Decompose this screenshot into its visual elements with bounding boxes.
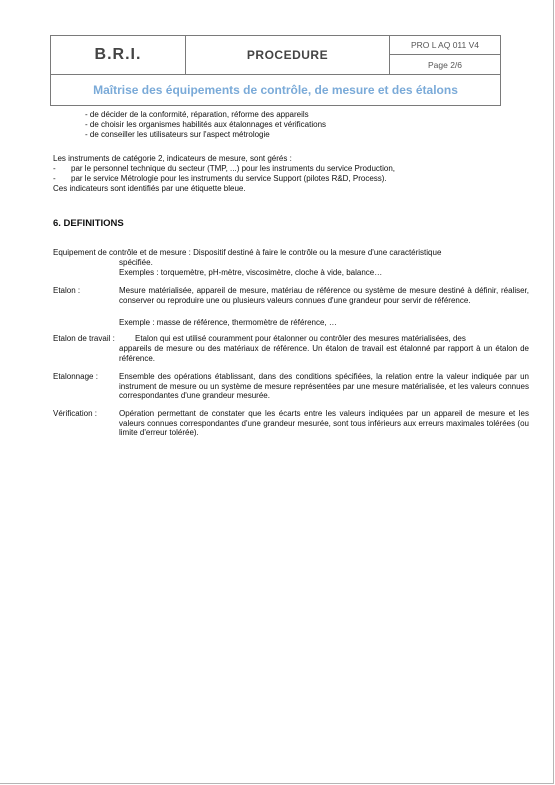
def-equipement-cont: spécifiée. [119,258,153,267]
def-verification: Opération permettant de constater que les écarts entre les valeurs indiquées par un appareil de mesure et les valeurs connues correspondantes d'une grandeur mesurée, sont tous inférieurs aux erreurs maximales tolérées (ou limite d'erreur tolérée). [119,409,529,438]
intro-bullet: - de choisir les organismes habilités aux étalonnages et vérifications [85,120,327,129]
cat2-dash: - [53,174,56,183]
term-verification: Vérification : [53,409,98,418]
def-etalon-example: Exemple : masse de référence, thermomètre de référence, … [119,318,337,327]
intro-bullet: - de décider de la conformité, réparation, réforme des appareils [85,110,309,119]
term-etalon: Etalon : [53,286,81,295]
def-equipement-example: Exemples : torquemètre, pH-mètre, viscosimètre, cloche à vide, balance… [119,268,383,277]
def-etalon: Mesure matérialisée, appareil de mesure, matériau de référence ou système de mesure destiné à définir, réaliser, conserver ou reproduire une ou plusieurs valeurs connues d'une grandeur pour servir de référence. [119,286,529,305]
cat2-item: par le service Métrologie pour les instruments du service Support (pilotes R&D, Process). [71,174,387,183]
cat2-item: par le personnel technique du secteur (TMP, ...) pour les instruments du service Production, [71,164,396,173]
def-etalon-travail-first: Etalon qui est utilisé couramment pour étalonner ou contrôler des mesures matérialisées, des [135,334,466,343]
cat2-dash: - [53,164,56,173]
doc-reference: PRO L AQ 011 V4 [390,36,500,55]
term-etalonnage: Etalonnage : [53,372,98,381]
header-top-row [51,36,500,75]
def-etalon-travail-rest: appareils de mesure ou des matériaux de référence. Un étalon de travail est étalonné par rapport à un étalon de référence. [119,344,529,363]
doc-type: PROCEDURE [186,36,390,74]
document-header [50,35,501,106]
cat2-intro: Les instruments de catégorie 2, indicateurs de mesure, sont gérés : [53,154,292,163]
intro-bullet: - de conseiller les utilisateurs sur l'aspect métrologie [85,130,270,139]
term-etalon-travail: Etalon de travail : [53,334,115,343]
def-equipement: Equipement de contrôle et de mesure : Dispositif destiné à faire le contrôle ou la mesure d'une caractéristique [53,248,442,257]
doc-title: Maîtrise des équipements de contrôle, de mesure et des étalons [93,83,458,97]
def-etalonnage: Ensemble des opérations établissant, dans des conditions spécifiées, la relation entre la valeur indiquée par un instrument de mesure ou un système de mesure représentées par une mesure matérialisée, et les valeurs connues correspondantes d'une grandeur mesurée. [119,372,529,401]
section-heading: 6. DEFINITIONS [53,218,124,229]
page-number: Page 2/6 [427,59,463,70]
cat2-end: Ces indicateurs sont identifiés par une étiquette bleue. [53,184,246,193]
company-name: B.R.I. [51,36,186,74]
